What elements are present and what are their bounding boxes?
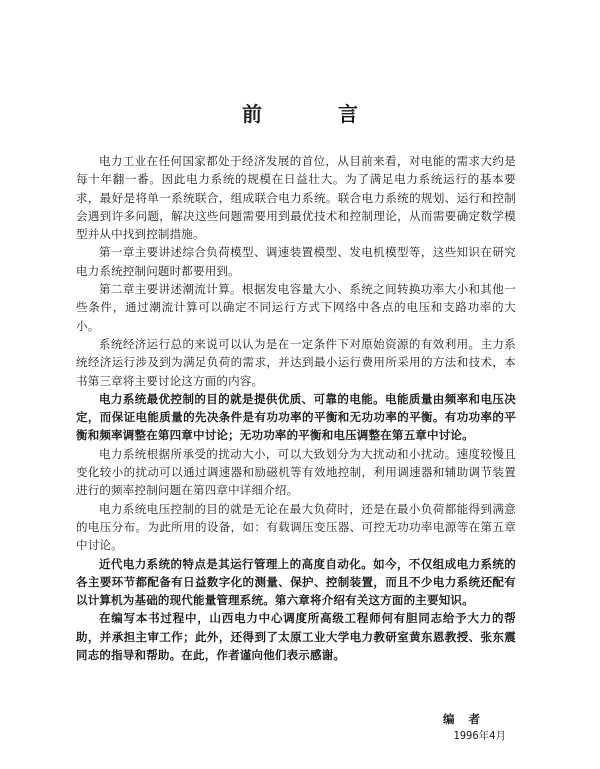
page-title: 前 言 <box>242 102 386 126</box>
paragraph-acknowledgement: 在编写本书过程中，山西电力中心调度所高级工程师何有胆同志给予大力的帮助，并承担主审工作；此外，还得到了太原工业大学电力教研室黄东恩教授、张东震同志的指导和帮助。在此，作者谨向他们表示感谢。 <box>76 611 516 663</box>
signature-author: 编者 <box>443 712 494 726</box>
paragraph-chapter-2: 第二章主要讲述潮流计算。根据发电容量大小、系统之间转换功率大小和其他一些条件，通过潮流计算可以确定不同运行方式下网络中各点的电压和支路功率的大小。 <box>76 282 516 333</box>
paragraph-chapter-4-5-quality: 电力系统最优控制的目的就是提供优质、可靠的电能。电能质量由频率和电压决定，而保证电能质量的先决条件是有功功率的平衡和无功功率的平衡。有功功率的平衡和频率调整在第四章中讨论；无功功率的平衡和电压调整在第五章中讨论。 <box>76 391 516 443</box>
preface-body <box>76 152 516 664</box>
paragraph-disturbance: 电力系统根据所承受的扰动大小，可以大致划分为大扰动和小扰动。速度较慢且变化较小的扰动可以通过调速器和励磁机等有效地控制，利用调速器和辅助调节装置进行的频率控制问题在第四章中详细介绍。 <box>76 446 516 498</box>
paragraph-intro: 电力工业在任何国家都处于经济发展的首位，从目前来看，对电能的需求大约是每十年翻一番。因此电力系统的规模在日益壮大。为了满足电力系统运行的基本要求，最好是将单一系统联合，组成联合电力系统。联合电力系统的规划、运行和控制会遇到许多问题，解决这些问题需要用到最优技术和控制理论，从而需要确定数学模型并从中找到控制措施。 <box>76 154 516 242</box>
signature-date: 1996年4月 <box>453 730 506 742</box>
paragraph-chapter-3: 系统经济运行总的来说可以认为是在一定条件下对原始资源的有效利用。主力系统经济运行涉及到为满足负荷的需求，并达到最小运行费用所采用的方法和技术，本书第三章将主要讨论这方面的内容。 <box>76 336 516 388</box>
paragraph-chapter-6: 近代电力系统的特点是其运行管理上的高度自动化。如今，不仅组成电力系统的各主要环节都配备有日益数字化的测量、保护、控制装置，而且不少电力系统还配有以计算机为基础的现代能量管理系统。第六章将介绍有关这方面的主要知识。 <box>76 556 516 608</box>
paragraph-voltage-control: 电力系统电压控制的目的就是无论在最大负荷时，还是在最小负荷都能得到满意的电压分布。为此所用的设备，如：有载调压变压器、可控无功功率电源等在第五章中讨论。 <box>76 501 516 553</box>
paragraph-chapter-1: 第一章主要讲述综合负荷模型、调速装置模型、发电机模型等，这些知识在研究电力系统控制问题时都要用到。 <box>76 245 516 278</box>
signature-block <box>398 710 516 744</box>
